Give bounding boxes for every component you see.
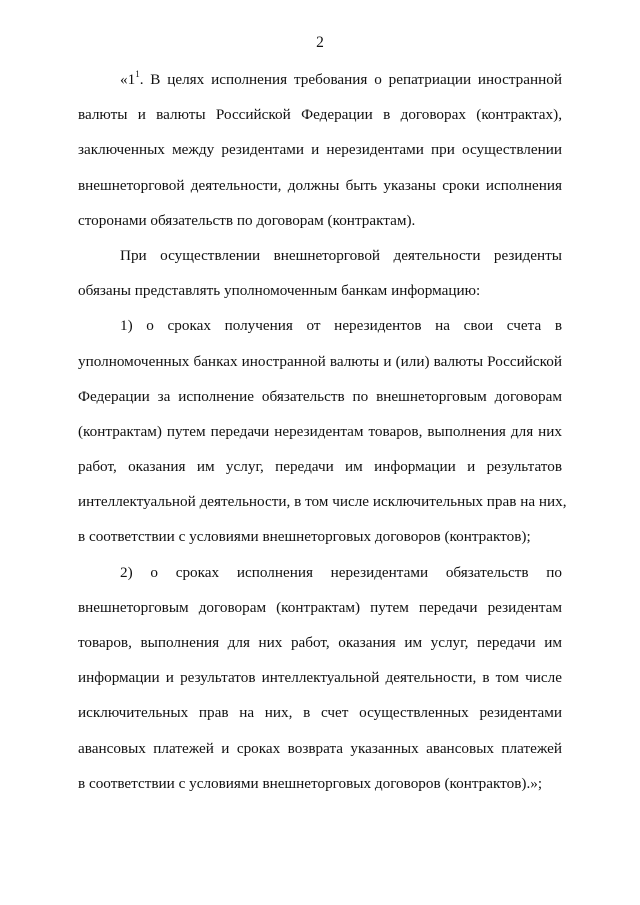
paragraph-line: интеллектуальной деятельности, в том числе исключительных прав на них, <box>78 493 567 511</box>
paragraph-line: информации и результатов интеллектуальной деятельности, в том числе <box>78 669 562 687</box>
paragraph-line: 1) о сроках получения от нерезидентов на свои счета в <box>120 317 562 335</box>
paragraph-line: в соответствии с условиями внешнеторговых договоров (контрактов); <box>78 528 531 546</box>
list-item-1 <box>78 308 567 554</box>
quote-opening: «1 <box>120 71 136 88</box>
document-body <box>78 62 567 801</box>
paragraph-repatriation-requirement <box>78 62 562 238</box>
paragraph-line: (контрактам) путем передачи нерезидентам товаров, выполнения для них <box>78 422 562 440</box>
paragraph-line: При осуществлении внешнеторговой деятельности резиденты <box>120 246 562 264</box>
paragraph-line <box>78 62 562 97</box>
paragraph-line: исключительных прав на них, в счет осуществленных резидентами <box>78 704 562 722</box>
paragraph-line: валюты и валюты Российской Федерации в договорах (контрактах), <box>78 106 562 124</box>
paragraph-line: работ, оказания им услуг, передачи им информации и результатов <box>78 458 562 476</box>
paragraph-resident-obligations <box>78 238 562 308</box>
paragraph-line: обязаны представлять уполномоченным банкам информацию: <box>78 282 481 300</box>
paragraph-line: в соответствии с условиями внешнеторговых договоров (контрактов).»; <box>78 774 543 792</box>
list-item-2 <box>78 555 562 801</box>
superscript-marker: 1 <box>135 68 140 79</box>
paragraph-line: 2) о сроках исполнения нерезидентами обязательств по <box>120 563 562 581</box>
paragraph-line: сторонами обязательств по договорам (контрактам). <box>78 211 416 229</box>
paragraph-line: Федерации за исполнение обязательств по внешнеторговым договорам <box>78 387 562 405</box>
paragraph-line: уполномоченных банках иностранной валюты и (или) валюты Российской <box>78 352 562 370</box>
paragraph-line: внешнеторговой деятельности, должны быть указаны сроки исполнения <box>78 176 562 194</box>
page-number: 2 <box>316 34 324 51</box>
paragraph-line: авансовых платежей и сроках возврата указанных авансовых платежей <box>78 739 562 757</box>
paragraph-line: заключенных между резидентами и нерезидентами при осуществлении <box>78 141 562 159</box>
line-text: . В целях исполнения требования о репатриации иностранной <box>139 71 562 88</box>
paragraph-line: товаров, выполнения для них работ, оказания им услуг, передачи им <box>78 634 562 651</box>
paragraph-line: внешнеторговым договорам (контрактам) путем передачи резидентам <box>78 598 562 616</box>
